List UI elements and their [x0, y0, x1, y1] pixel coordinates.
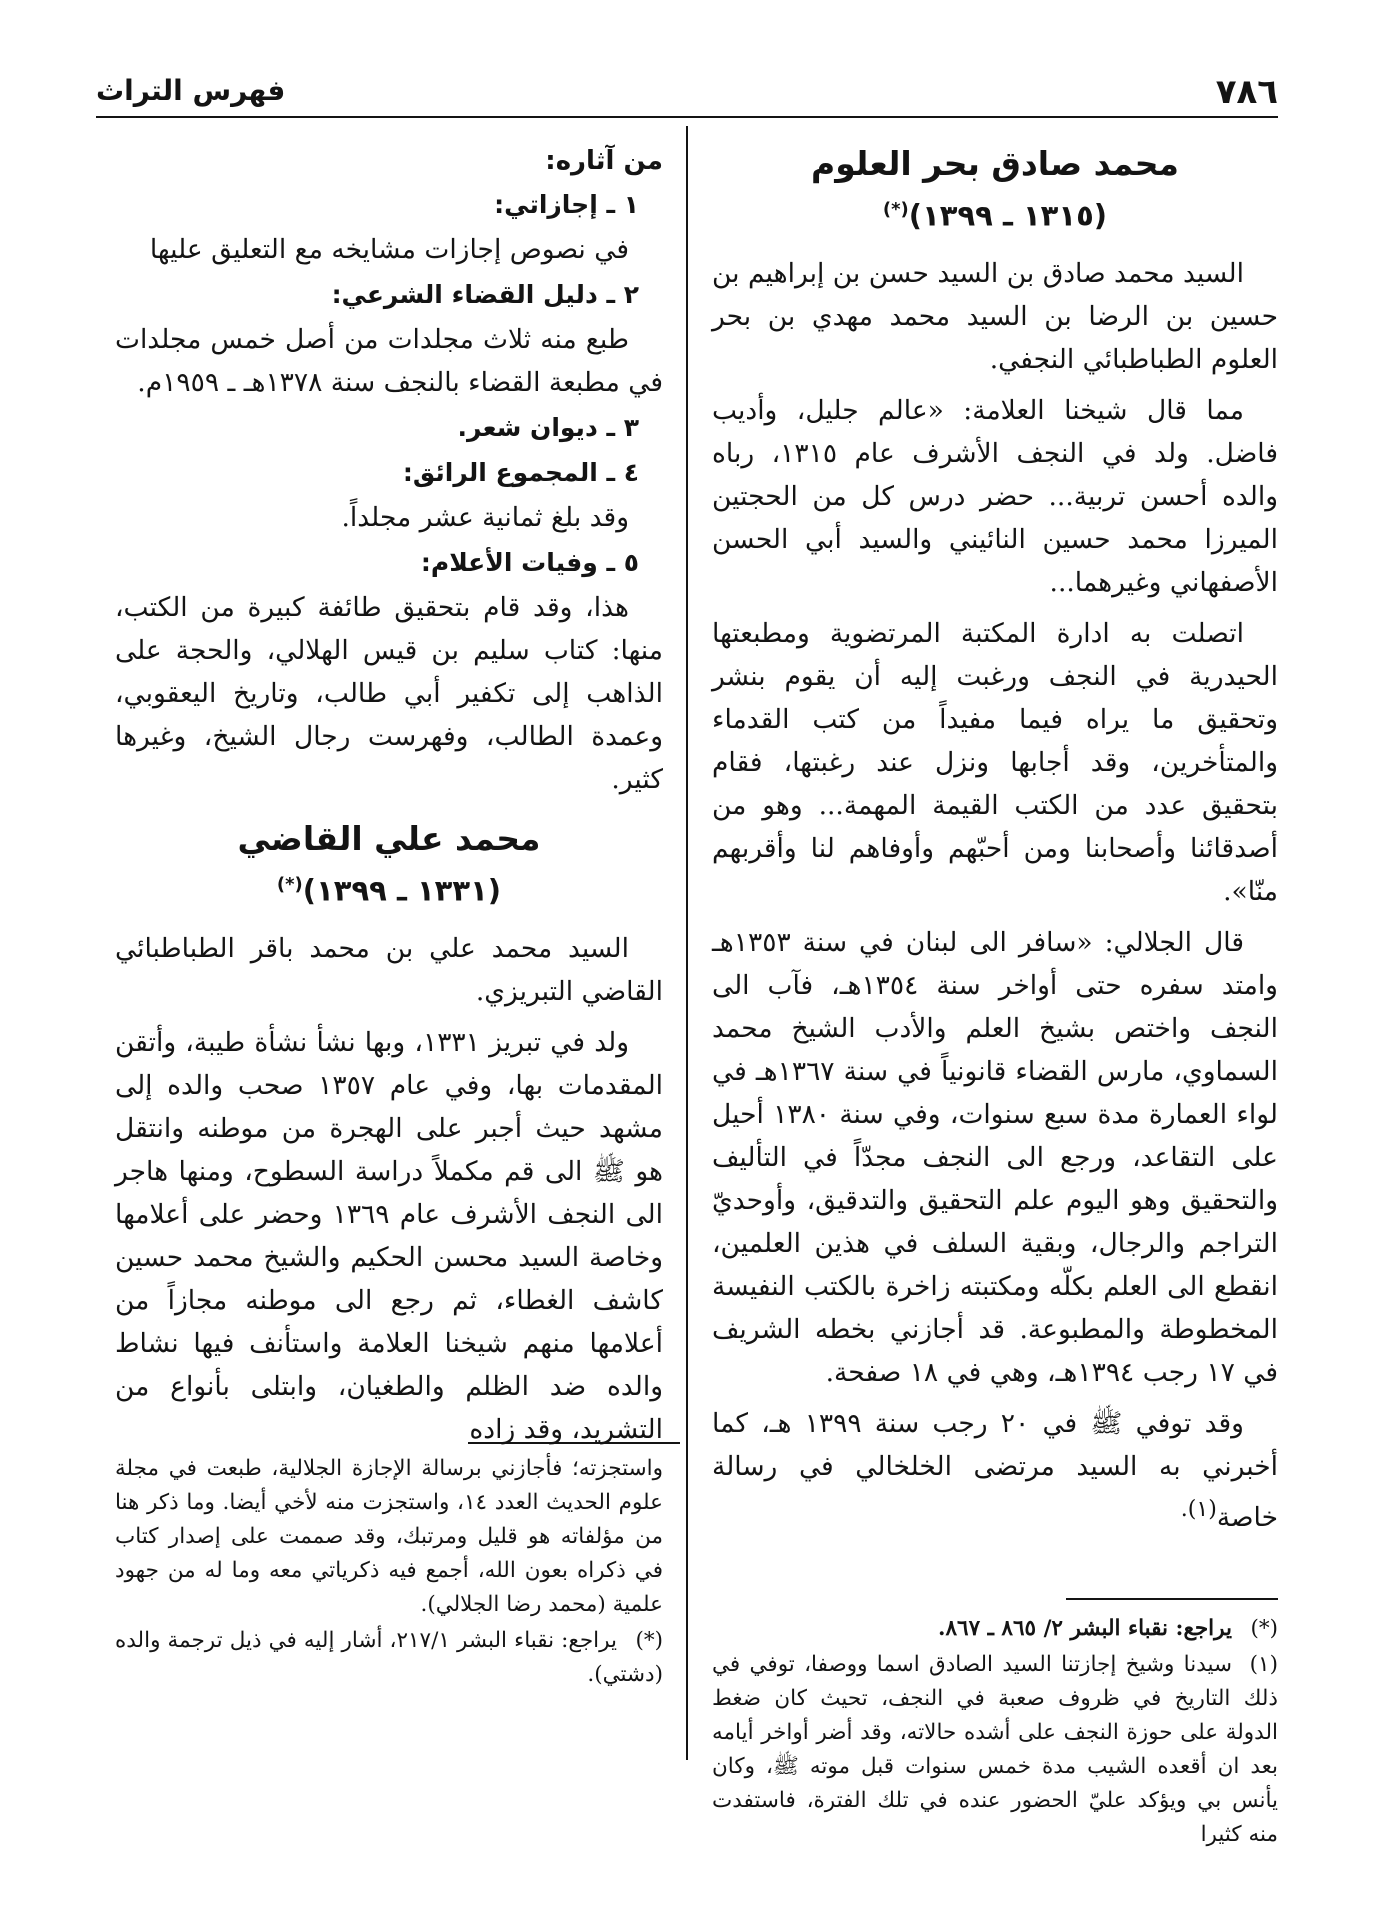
footnote-item: [115, 1624, 663, 1692]
footnote-rule: [1066, 1598, 1278, 1600]
left-column: [115, 140, 663, 1459]
footnote-item: [712, 1612, 1278, 1646]
paragraph-lineage: السيد محمد علي بن محمد باقر الطباطبائي القاضي التبريزي.: [115, 932, 663, 1007]
paragraph-quote: مما قال شيخنا العلامة: «عالم جليل، وأديب فاضل. ولد في النجف الأشرف عام ١٣١٥، رباه والده أحسن تربية... حضر درس كل من الحجتين الميرزا محمد حسين النائيني والسيد أبي الحسن الأصفهاني وغيرهما...: [712, 394, 1278, 598]
work-title: ٢ ـ دليل القضاء الشرعي:: [331, 280, 639, 309]
footnote-text: يراجع: نقباء البشر ٢١٧/١، أشار إليه في ذيل ترجمة والده (دشتي).: [115, 1628, 663, 1687]
footnote-text: سيدنا وشيخ إجازتنا السيد الصادق اسما ووصفا، توفي في ذلك التاريخ في ظروف صعبة في النجف، تحيث كان ضغط الدولة على حوزة النجف على أشده حالاته، وقد أضر أواخر أيامه بعد ان أقعده الشيب مدة خمس سنوات قبل موته ﷺ، وكان يأنس بي ويؤكد عليّ الحضور عنده في تلك الفترة، فاستفدت منه كثيرا: [712, 1652, 1278, 1847]
work-title: ١ ـ إجازاتي:: [494, 190, 639, 219]
footnote-marker: (*): [276, 874, 303, 895]
paragraph-summary: هذا، وقد قام بتحقيق طائفة كبيرة من الكتب، منها: كتاب سليم بن قيس الهلالي، والحجة على الذاهب إلى تكفير أبي طالب، وتاريخ اليعقوبي، وعمدة الطالب، وفهرست رجال الشيخ، وغيرها كثير.: [115, 592, 663, 795]
footnote-mark: (*): [1250, 1616, 1278, 1641]
bio-heading-bahr-al-uloom: محمد صادق بحر العلوم: [811, 144, 1179, 183]
death-text: وقد توفي ﷺ في ٢٠ رجب سنة ١٣٩٩ هـ، كما أخبرني به السيد مرتضى الخلخالي في رسالة خاصة: [712, 1407, 1278, 1533]
footnote-mark: (١): [1249, 1652, 1278, 1677]
left-footnotes: [115, 1452, 663, 1694]
dates-text: (١٣١٥ ـ ١٣٩٩): [908, 198, 1108, 233]
work-title: ٥ ـ وفيات الأعلام:: [420, 548, 639, 577]
paragraph-biography: ولد في تبريز ١٣٣١، وبها نشأ نشأة طيبة، وأتقن المقدمات بها، وفي عام ١٣٥٧ صحب والده إلى مشهد حيث أجبر على الهجرة من موطنه وانتقل هو ﷺ الى قم مكملاً دراسة السطوح، ومنها هاجر الى النجف الأشرف عام ١٣٦٩ وحضر على أعلامها وخاصة السيد محسن الحكيم والشيخ محمد حسين كاشف الغطاء، ثم رجع الى موطنه مجازاً من أعلامها منهم شيخنا العلامة واستأنف فيها نشاط والده ضد الظلم والطغيان، وابتلى بأنواع من التشريد، وقد زاده: [115, 1026, 664, 1445]
right-footnotes: [712, 1612, 1278, 1854]
footnote-continuation: واستجزته؛ فأجازني برسالة الإجازة الجلالية، طبعت في مجلة علوم الحديث العدد ١٤، واستجزت منه لأخي أيضا. وما ذكر هنا من مؤلفاته هو قليل ومرتبك، وقد صممت على إصدار كتاب في ذكراه بعون الله، أجمع فيه ذكرياتي معه وما له من جهود علمية (محمد رضا الجلالي).: [115, 1456, 663, 1617]
paragraph-jalali: قال الجلالي: «سافر الى لبنان في سنة ١٣٥٣هـ وامتد سفره حتى أواخر سنة ١٣٥٤هـ، فآب الى النجف واختص بشيخ العلم والأدب الشيخ محمد السماوي، مارس القضاء قانونياً في سنة ١٣٦٧هـ في لواء العمارة مدة سبع سنوات، وفي سنة ١٣٨٠ أحيل على التقاعد، ورجع الى النجف مجدّاً في التأليف والتحقيق وهو اليوم علم التحقيق والتدقيق، وأوحديّ التراجم والرجال، وبقية السلف في هذين العلمين، انقطع الى العلم بكلّه ومكتبته زاخرة بالكتب النفيسة المخطوطة والمطبوعة. قد أجازني بخطه الشريف في ١٧ رجب ١٣٩٤هـ، وهي في ١٨ صفحة.: [712, 926, 1279, 1388]
footnote-marker: (*): [882, 199, 909, 220]
page-header: [96, 62, 1278, 120]
work-description: في نصوص إجازات مشايخه مع التعليق عليها: [149, 234, 629, 265]
dates-text: (١٣٣١ ـ ١٣٩٩): [302, 873, 502, 908]
work-title: ٣ ـ ديوان شعر.: [457, 413, 639, 442]
footnote-mark: (*): [635, 1628, 663, 1653]
bio-heading-qadi: محمد علي القاضي: [237, 819, 541, 858]
footnote-rule: [468, 1442, 680, 1444]
bio-dates: [712, 188, 1278, 238]
page-number: ٧٨٦: [1215, 72, 1278, 112]
paragraph-library: اتصلت به ادارة المكتبة المرتضوية ومطبعتها الحيدرية في النجف ورغبت إليه أن يقوم بنشر وتحقيق ما يراه فيما مفيداً من كتب القدماء والمتأخرين، وقد أجابها ونزل عند رغبتها، فقام بتحقيق عدد من الكتب القيمة المهمة... وهو من أصدقائنا وأصحابنا ومن أحبّهم وأوفاهم لنا وأقربهم منّا».: [712, 617, 1278, 907]
work-title: ٤ ـ المجموع الرائق:: [402, 458, 639, 487]
footnote-text: يراجع: نقباء البشر ٢/ ٨٦٥ ـ ٨٦٧.: [937, 1616, 1232, 1641]
header-rule: [96, 116, 1278, 118]
paragraph-lineage: السيد محمد صادق بن السيد حسن بن إبراهيم بن حسين بن الرضا بن السيد محمد مهدي بن بحر العلوم الطباطبائي النجفي.: [712, 257, 1278, 375]
column-divider: [686, 126, 688, 1760]
bio-dates: [115, 863, 663, 913]
paragraph-death: [712, 1402, 1278, 1539]
work-description: طبع منه ثلاث مجلدات من أصل خمس مجلدات في مطبعة القضاء بالنجف سنة ١٣٧٨هـ ـ ١٩٥٩م.: [115, 324, 663, 398]
works-label: من آثاره:: [545, 146, 663, 176]
running-title: فهرس التراث: [96, 74, 286, 107]
right-column: [712, 140, 1278, 1546]
footnote-item: [712, 1648, 1278, 1852]
work-description: وقد بلغ ثمانية عشر مجلداً.: [341, 502, 629, 533]
footnote-ref: (١).: [1180, 1496, 1217, 1522]
